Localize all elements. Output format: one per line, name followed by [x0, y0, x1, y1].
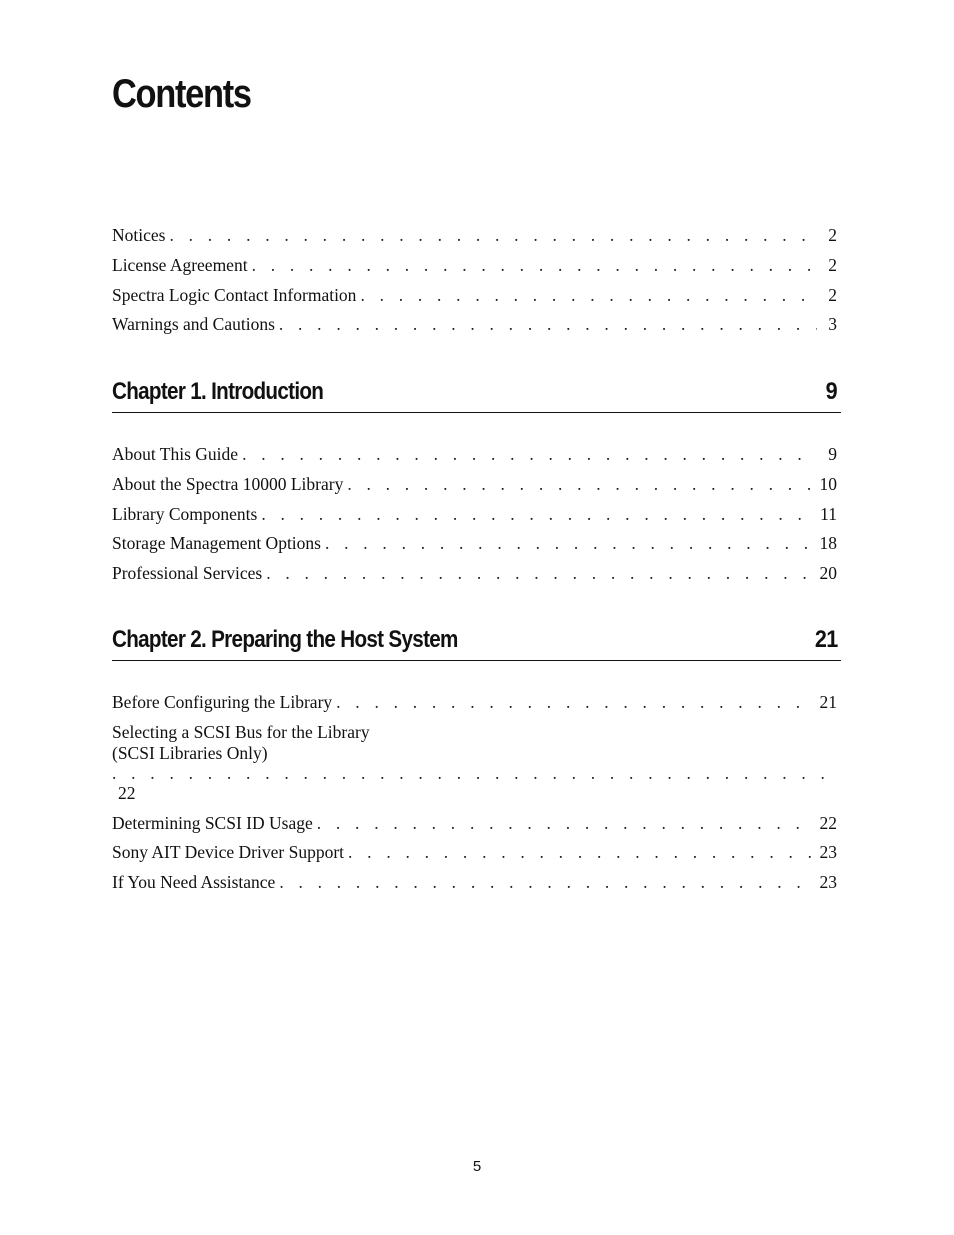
toc-entry-selecting-scsi-bus[interactable]: [112, 722, 841, 803]
toc-chapter-2-entries: [112, 692, 841, 902]
toc-entry-title: Library Components: [112, 503, 258, 524]
toc-entry-before-configuring[interactable]: [112, 692, 841, 712]
toc-entry-page: 11: [820, 503, 837, 524]
toc-entry-if-you-need-assistance[interactable]: [112, 872, 841, 892]
dot-leader: [279, 872, 813, 892]
toc-entry-page: 21: [819, 692, 837, 712]
toc-entry-title: About This Guide: [112, 444, 239, 464]
toc-entry-title: Professional Services: [112, 563, 263, 583]
dot-leader: [347, 474, 813, 494]
toc-chapter-1-entries: [112, 444, 841, 593]
toc-entry-page: 3: [828, 314, 837, 335]
toc-entry-license-agreement[interactable]: [112, 255, 841, 275]
toc-entry-page: 10: [819, 473, 837, 494]
page-title: Contents: [112, 72, 251, 116]
page-number: 5: [472, 1158, 482, 1175]
toc-entry-title: About the Spectra 10000 Library: [112, 473, 344, 494]
dot-leader: [252, 255, 817, 275]
toc-entry-page: 22: [118, 782, 136, 803]
dot-leader: [279, 314, 817, 334]
chapter-title: Chapter 1. Introduction: [112, 378, 324, 405]
toc-entry-determining-scsi-id[interactable]: [112, 813, 841, 833]
toc-entry-notices[interactable]: [112, 225, 841, 245]
toc-entry-professional-services[interactable]: [112, 563, 841, 583]
toc-entry-title: Before Configuring the Library: [112, 692, 333, 712]
toc-entry-title-line1: Selecting a SCSI Bus for the Library: [112, 721, 370, 742]
toc-entry-title: Notices: [112, 225, 166, 245]
toc-entry-page: 22: [819, 812, 837, 833]
toc-entry-page: 23: [819, 842, 837, 863]
chapter-title: Chapter 2. Preparing the Host System: [112, 626, 458, 653]
toc-entry-page: 2: [828, 225, 837, 245]
toc-entry-title: License Agreement: [112, 254, 248, 275]
toc-entry-library-components[interactable]: [112, 504, 841, 524]
dot-leader: [360, 285, 817, 305]
dot-leader: [261, 504, 814, 524]
toc-entry-title: If You Need Assistance: [112, 872, 276, 892]
toc-front-matter: [112, 225, 841, 344]
dot-leader: [348, 842, 813, 862]
toc-entry-page: 2: [828, 254, 837, 275]
chapter-heading-1[interactable]: [112, 379, 841, 413]
dot-leader: [336, 692, 813, 712]
chapter-heading-2[interactable]: [112, 627, 841, 661]
toc-entry-page: 18: [819, 533, 837, 554]
toc-entry-contact-information[interactable]: [112, 285, 841, 305]
toc-entry-title: Determining SCSI ID Usage: [112, 812, 313, 833]
dot-leader: [169, 225, 817, 245]
toc-entry-sony-ait-driver-support[interactable]: [112, 842, 841, 862]
toc-entry-about-this-guide[interactable]: [112, 444, 841, 464]
toc-entry-title: Storage Management Options: [112, 533, 321, 554]
toc-entry-title: Spectra Logic Contact Information: [112, 284, 357, 305]
chapter-page: 21: [814, 626, 838, 653]
toc-entry-title: Sony AIT Device Driver Support: [112, 842, 345, 863]
toc-entry-about-the-library[interactable]: [112, 474, 841, 494]
dot-leader: [325, 533, 814, 553]
dot-leader: [112, 763, 841, 783]
toc-entry-warnings-and-cautions[interactable]: [112, 314, 841, 334]
dot-leader: [266, 563, 813, 583]
toc-entry-page: 2: [828, 284, 837, 305]
toc-entry-page: 23: [819, 872, 837, 892]
dot-leader: [317, 813, 814, 833]
chapter-page: 9: [826, 378, 838, 405]
toc-entry-page: 20: [819, 563, 837, 583]
toc-entry-title: Warnings and Cautions: [112, 314, 275, 335]
toc-entry-page: 9: [828, 444, 837, 464]
dot-leader: [242, 444, 817, 464]
toc-entry-title: (SCSI Libraries Only): [112, 742, 268, 763]
toc-entry-storage-management-options[interactable]: [112, 533, 841, 553]
